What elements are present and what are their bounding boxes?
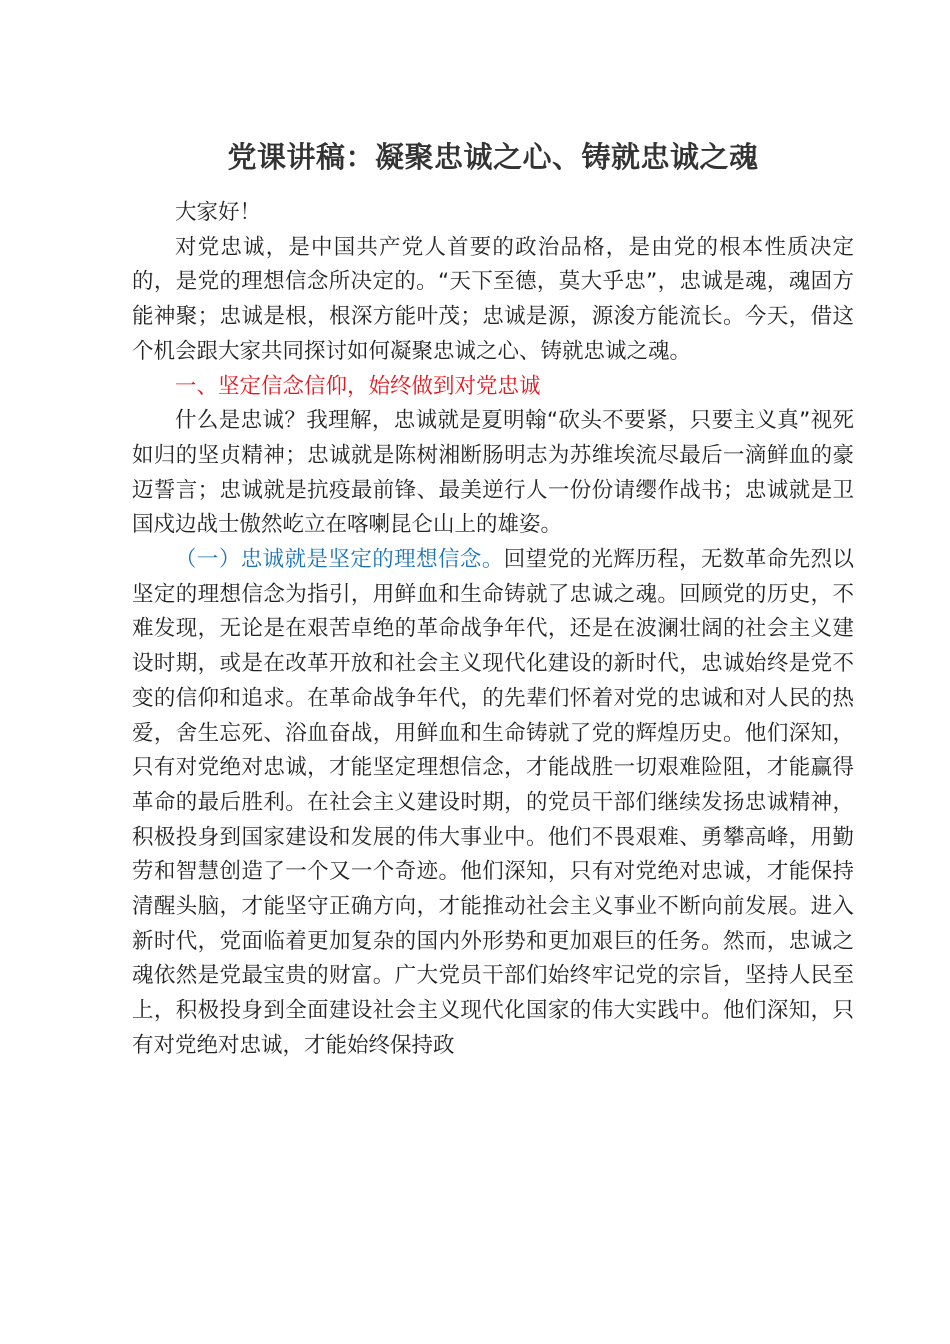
document-page (132, 132, 854, 1064)
intro-paragraph: 对党忠诚，是中国共产党人首要的政治品格，是由党的根本性质决定的，是党的理想信念所决定的。“天下至德，莫大乎忠”，忠诚是魂，魂固方能神聚；忠诚是根，根深方能叶茂；忠诚是源，源浚方能流长。今天，借这个机会跟大家共同探讨如何凝聚忠诚之心、铸就忠诚之魂。 (132, 234, 854, 364)
greeting-paragraph: 大家好！ (175, 200, 262, 225)
subsection1-body: 回望党的光辉历程，无数革命先烈以坚定的理想信念为指引，用鲜血和生命铸就了忠诚之魂。回顾党的历史，不难发现，无论是在艰苦卓绝的革命战争年代，还是在波澜壮阔的社会主义建设时期，或是在改革开放和社会主义现代化建设的新时代，忠诚始终是党不变的信仰和追求。在革命战争年代，的先辈们怀着对党的忠诚和对人民的热爱，舍生忘死、浴血奋战，用鲜血和生命铸就了党的辉煌历史。他们深知，只有对党绝对忠诚，才能坚定理想信念，才能战胜一切艰难险阻，才能赢得革命的最后胜利。在社会主义建设时期，的党员干部们继续发扬忠诚精神，积极投身到国家建设和发展的伟大事业中。他们不畏艰难、勇攀高峰，用勤劳和智慧创造了一个又一个奇迹。他们深知，只有对党绝对忠诚，才能保持清醒头脑，才能坚守正确方向，才能推动社会主义事业不断向前发展。进入新时代，党面临着更加复杂的国内外形势和更加艰巨的任务。然而，忠诚之魂依然是党最宝贵的财富。广大党员干部们始终牢记党的宗旨，坚持人民至上，积极投身到全面建设社会主义现代化国家的伟大实践中。他们深知，只有对党绝对忠诚，才能始终保持政 (132, 547, 854, 1058)
section-heading-1: 一、坚定信念信仰，始终做到对党忠诚 (175, 373, 541, 399)
document-title: 党课讲稿：凝聚忠诚之心、铸就忠诚之魂 (227, 140, 759, 174)
section1-paragraph: 什么是忠诚？我理解，忠诚就是夏明翰“砍头不要紧，只要主义真”视死如归的坚贞精神；忠诚就是陈树湘断肠明志为苏维埃流尽最后一滴鲜血的豪迈誓言；忠诚就是抗疫最前锋、最美逆行人一份份请缨作战书；忠诚就是卫国戍边战士傲然屹立在喀喇昆仑山上的雄姿。 (132, 408, 854, 538)
subsection-heading-1: （一）忠诚就是坚定的理想信念。 (175, 547, 504, 573)
subsection1-paragraph (132, 543, 854, 1064)
